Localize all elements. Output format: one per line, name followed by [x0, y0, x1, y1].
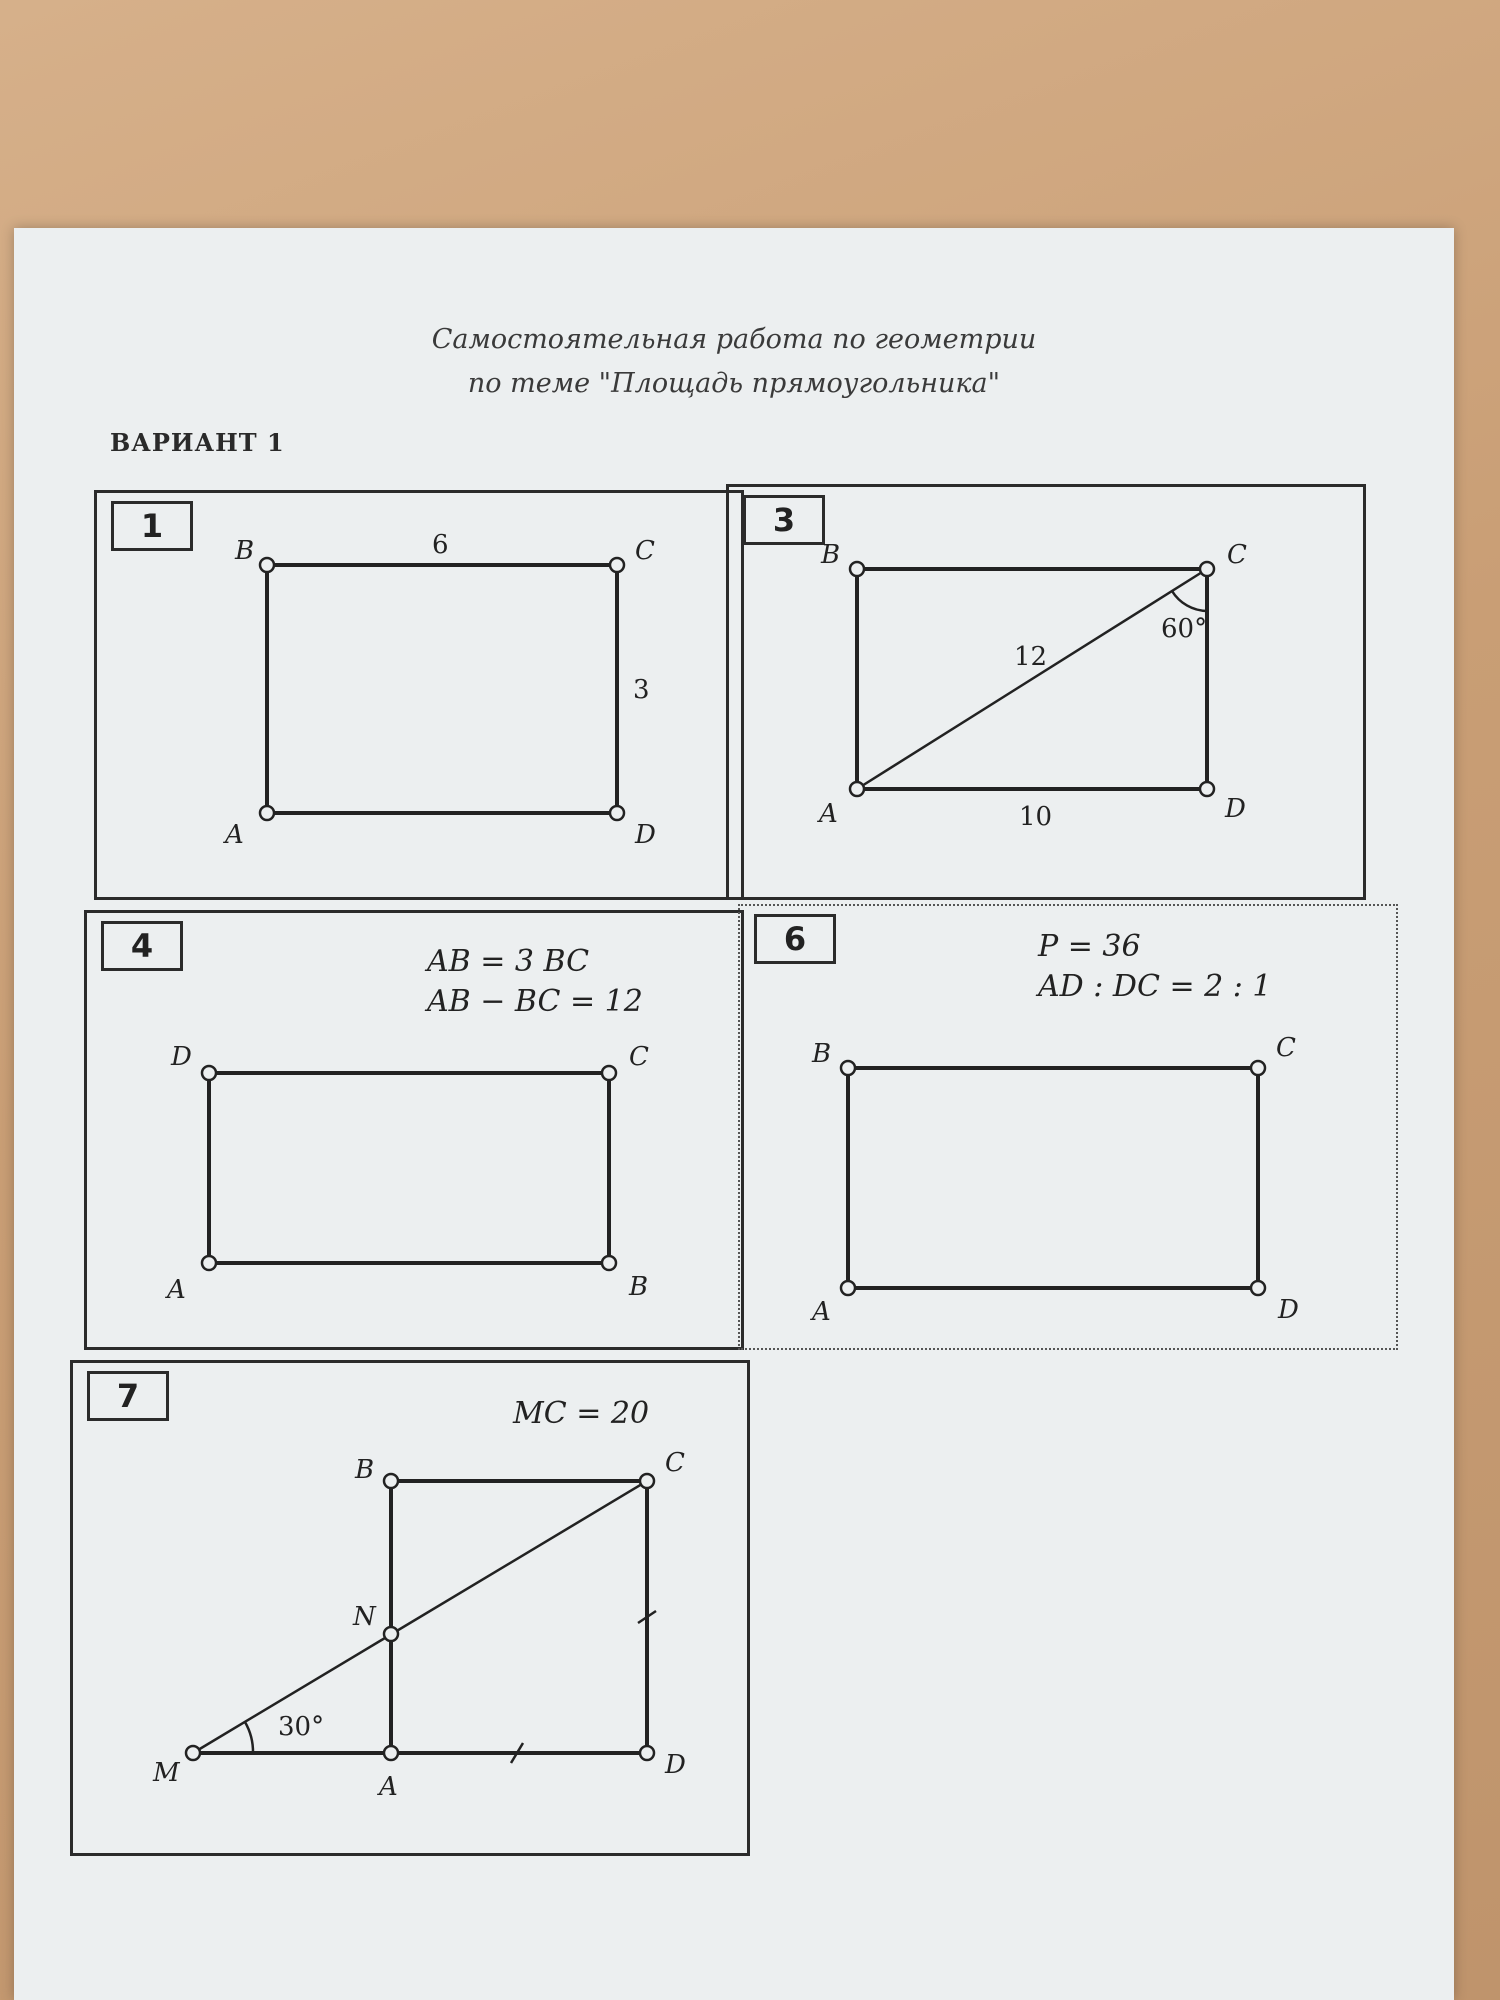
label-d: D — [1225, 794, 1246, 824]
task-number: 6 — [754, 914, 836, 964]
vertex-a — [841, 1281, 855, 1295]
diagonal-ac — [857, 569, 1207, 789]
label-n: N — [353, 1602, 376, 1632]
vertex-b — [841, 1061, 855, 1075]
task-1-figure — [97, 493, 747, 903]
variant-label: ВАРИАНТ 1 — [110, 428, 285, 457]
vertex-a — [260, 806, 274, 820]
task-6-figure — [740, 906, 1400, 1352]
angle-value: 30° — [278, 1712, 325, 1742]
vertex-c — [1200, 562, 1214, 576]
rectangle-abcd — [267, 565, 617, 813]
vertex-b — [850, 562, 864, 576]
vertex-a — [850, 782, 864, 796]
task-1 — [94, 490, 744, 900]
side-cd-length: 3 — [633, 675, 650, 705]
label-c: C — [665, 1448, 685, 1478]
condition-2: AD : DC = 2 : 1 — [1038, 969, 1272, 1004]
header-line-2: по теме "Площадь прямоугольника" — [467, 368, 1001, 399]
label-a: A — [225, 820, 244, 850]
label-b: B — [235, 536, 255, 566]
condition-1: MC = 20 — [513, 1396, 650, 1431]
label-b: B — [629, 1272, 649, 1302]
vertex-n — [384, 1627, 398, 1641]
task-7 — [70, 1360, 750, 1856]
vertex-d — [1200, 782, 1214, 796]
header-line-1: Самостоятельная работа по геометрии — [431, 324, 1037, 355]
task-4 — [84, 910, 744, 1350]
vertex-d — [640, 1746, 654, 1760]
angle-arc — [1172, 591, 1207, 611]
label-b: B — [821, 540, 841, 570]
vertex-c — [610, 558, 624, 572]
label-a: A — [819, 799, 838, 829]
task-4-figure — [87, 913, 747, 1353]
vertex-m — [186, 1746, 200, 1760]
label-c: C — [1276, 1033, 1296, 1063]
condition-1: P = 36 — [1038, 929, 1141, 964]
segment-mc — [193, 1481, 647, 1753]
vertex-c — [640, 1474, 654, 1488]
vertex-d — [1251, 1281, 1265, 1295]
condition-1: AB = 3 BC — [427, 944, 590, 979]
label-a: A — [379, 1772, 398, 1802]
label-c: C — [1227, 540, 1247, 570]
rectangle-abcd — [209, 1073, 609, 1263]
condition-2: AB − BC = 12 — [427, 984, 643, 1019]
task-number: 3 — [743, 495, 825, 545]
label-d: D — [665, 1750, 686, 1780]
label-m: M — [153, 1758, 180, 1788]
rectangle-abcd — [848, 1068, 1258, 1288]
vertex-d — [202, 1066, 216, 1080]
label-d: D — [1278, 1295, 1299, 1325]
task-6 — [738, 904, 1398, 1350]
angle-value: 60° — [1161, 614, 1208, 644]
vertex-c — [1251, 1061, 1265, 1075]
label-b: B — [355, 1455, 375, 1485]
vertex-b — [384, 1474, 398, 1488]
task-3-figure — [729, 487, 1369, 903]
label-a: A — [812, 1297, 831, 1327]
rectangle-abcd — [391, 1481, 647, 1753]
diagonal-length: 12 — [1014, 642, 1048, 672]
side-ad-length: 10 — [1019, 802, 1053, 832]
vertex-a — [202, 1256, 216, 1270]
vertex-a — [384, 1746, 398, 1760]
vertex-b — [602, 1256, 616, 1270]
label-c: C — [629, 1042, 649, 1072]
label-d: D — [171, 1042, 192, 1072]
side-bc-length: 6 — [432, 530, 449, 560]
task-7-figure — [73, 1363, 753, 1859]
label-a: A — [167, 1275, 186, 1305]
task-number: 7 — [87, 1371, 169, 1421]
label-d: D — [635, 820, 656, 850]
angle-arc — [245, 1722, 253, 1753]
task-number: 4 — [101, 921, 183, 971]
task-3 — [726, 484, 1366, 900]
worksheet-paper — [14, 228, 1454, 2000]
vertex-c — [602, 1066, 616, 1080]
label-b: B — [812, 1039, 832, 1069]
vertex-b — [260, 558, 274, 572]
task-number: 1 — [111, 501, 193, 551]
label-c: C — [635, 536, 655, 566]
worksheet-header — [14, 318, 1454, 406]
vertex-d — [610, 806, 624, 820]
